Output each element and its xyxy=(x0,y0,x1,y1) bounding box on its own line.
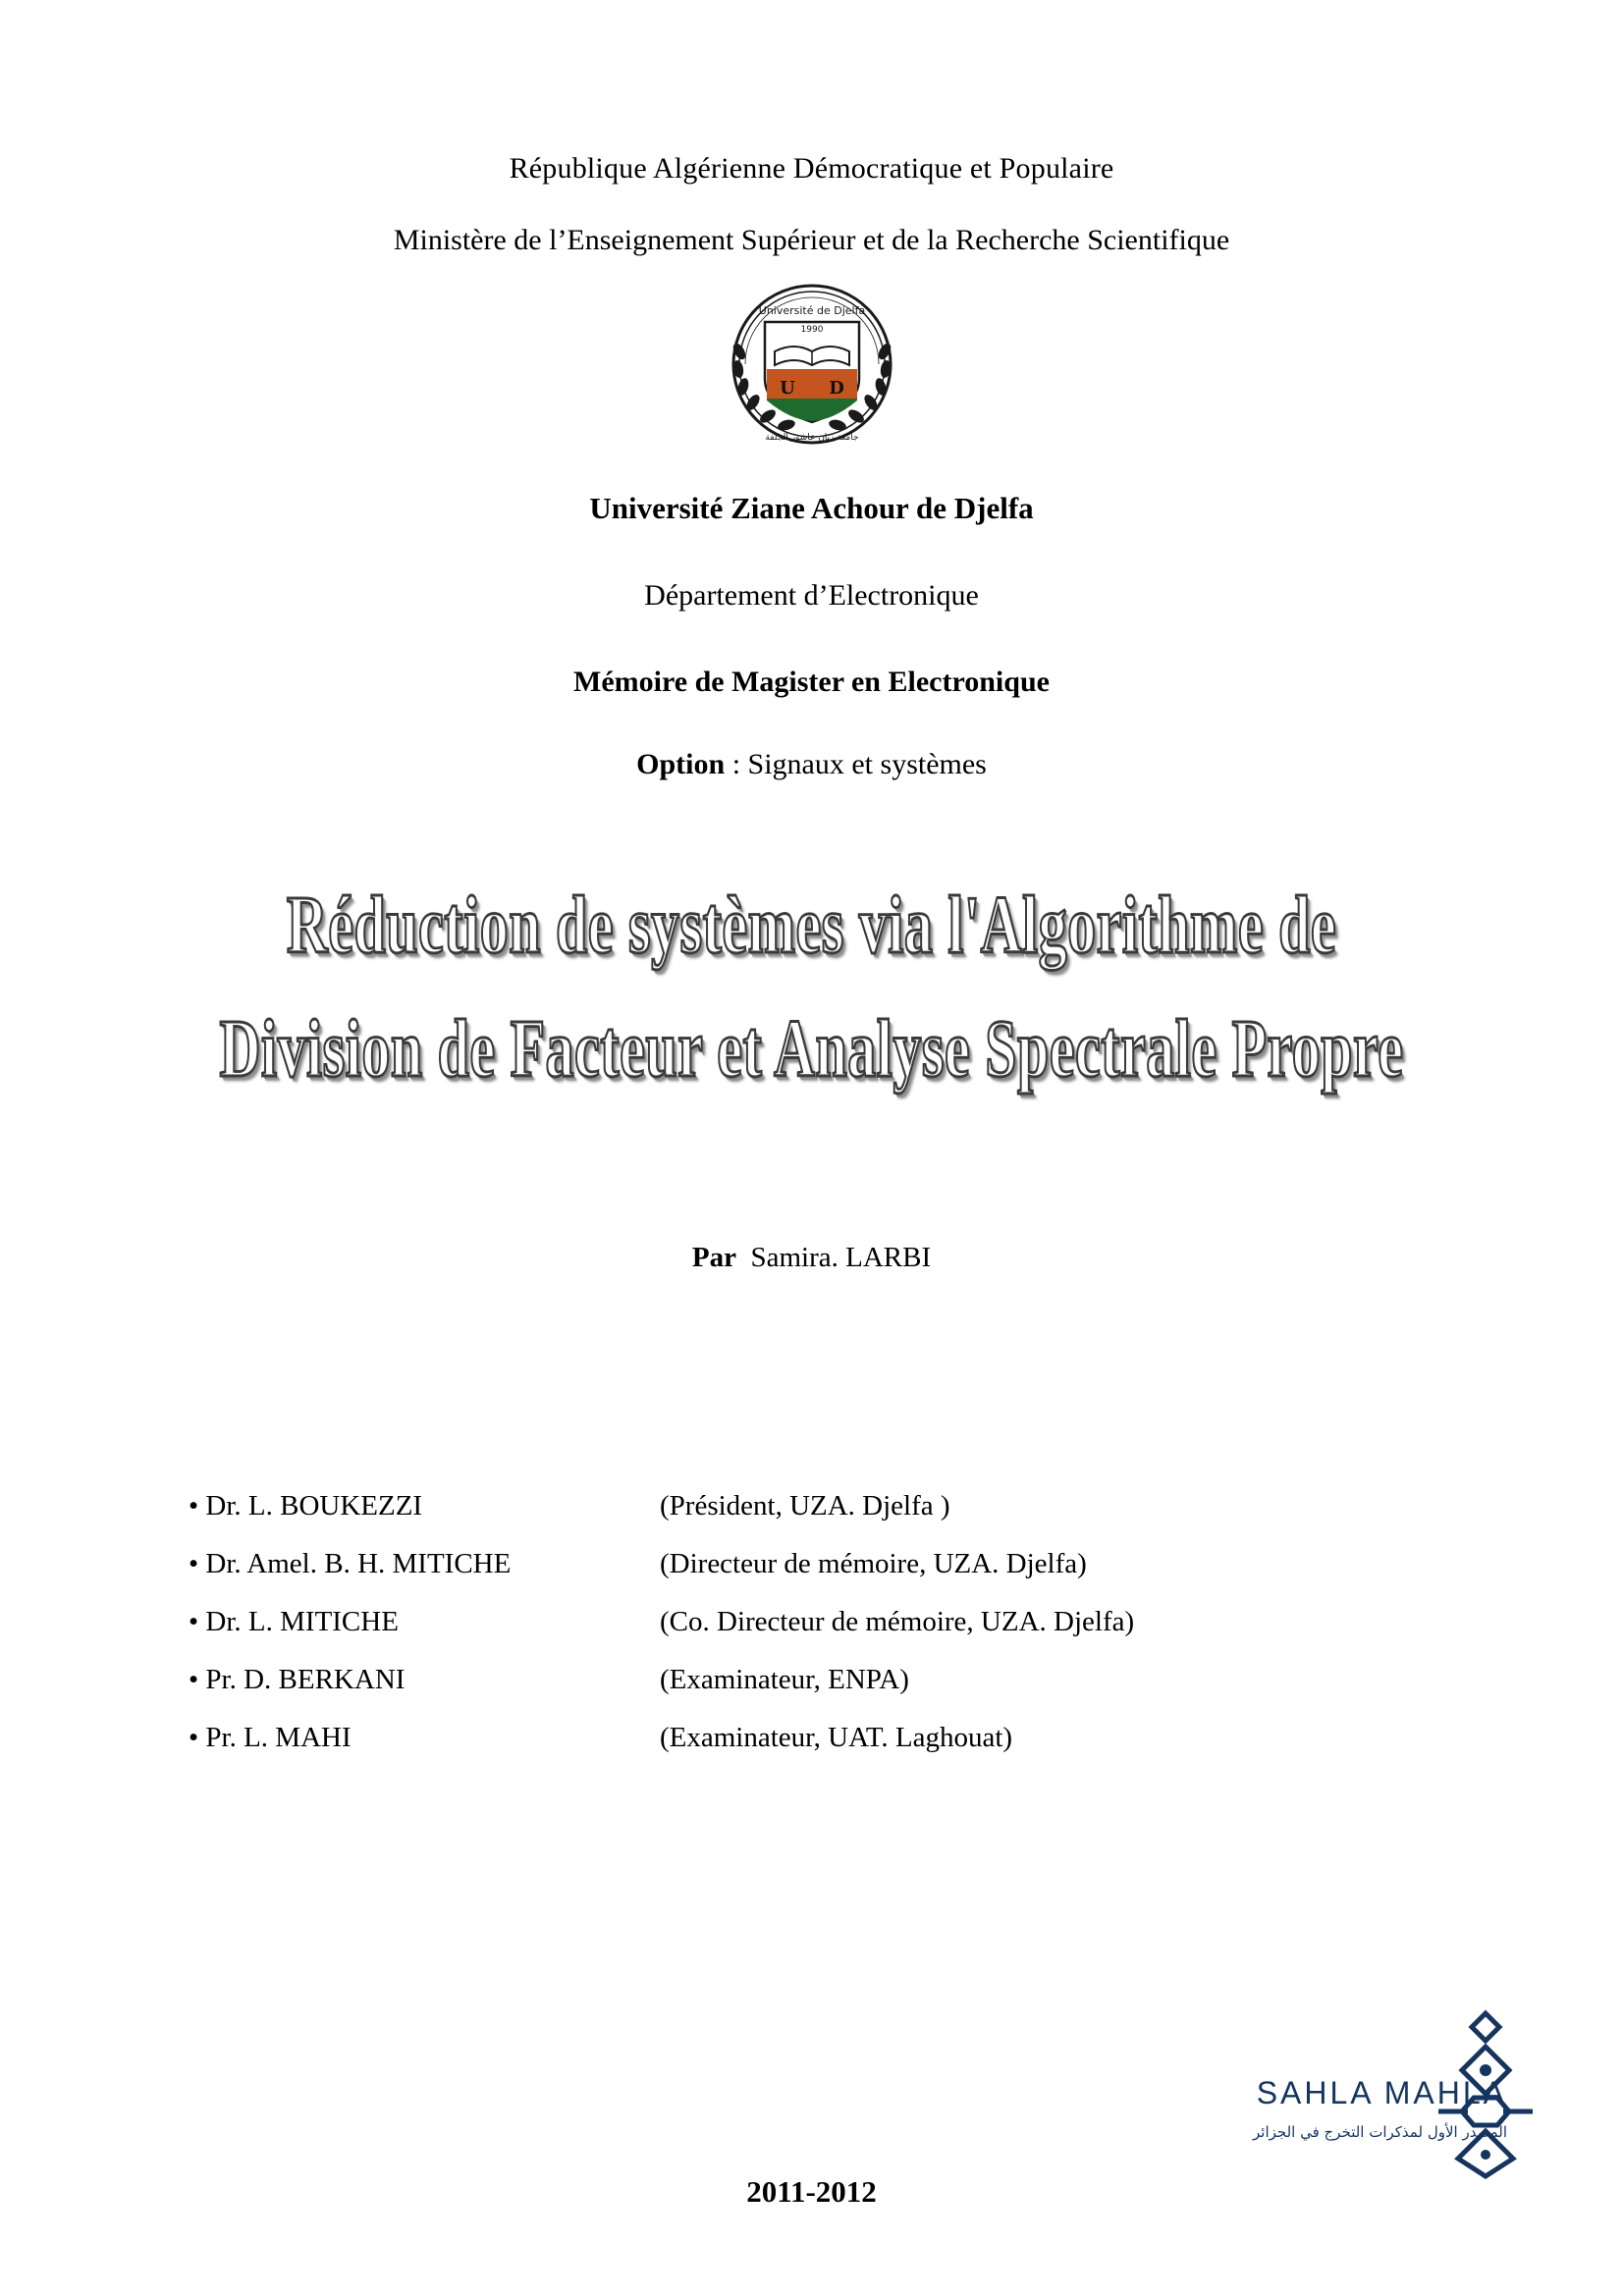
jury-member-role: (Président, UZA. Djelfa ) xyxy=(660,1490,950,1522)
ministry-line: Ministère de l’Enseignement Supérieur et de la Recherche Scientifique xyxy=(393,224,1230,256)
jury-member-name: • Dr. L. MITICHE xyxy=(189,1606,399,1637)
jury-list xyxy=(189,1477,1465,1767)
republic-line: République Algérienne Démocratique et Populaire xyxy=(509,152,1114,185)
academic-year: 2011-2012 xyxy=(746,2174,877,2209)
author-line xyxy=(0,1242,1623,1274)
university-name: Université Ziane Achour de Djelfa xyxy=(589,491,1034,525)
jury-member-row xyxy=(189,1709,1465,1767)
jury-member-name: • Pr. D. BERKANI xyxy=(189,1664,406,1695)
svg-text:U: U xyxy=(779,378,795,399)
sahla-mahla-subtitle: المصدر الأول لمذكرات التخرج في الجزائر xyxy=(1253,2123,1507,2141)
jury-member-row xyxy=(189,1651,1465,1709)
thesis-title xyxy=(0,864,1623,1095)
jury-member-row xyxy=(189,1593,1465,1651)
option-line xyxy=(0,748,1623,781)
jury-member-role: (Examinateur, UAT. Laghouat) xyxy=(660,1722,1013,1753)
jury-member-row xyxy=(189,1535,1465,1593)
thesis-title-line-2: Division de Facteur et Analyse Spectrale Propre xyxy=(219,1001,1404,1095)
svg-text:Université de Djelfa: Université de Djelfa xyxy=(758,304,865,317)
author-name: Samira. LARBI xyxy=(750,1242,932,1273)
sahla-mahla-title: SAHLA MAHLA xyxy=(1256,2075,1507,2110)
degree-line: Mémoire de Magister en Electronique xyxy=(573,666,1050,698)
jury-member-role: (Directeur de mémoire, UZA. Djelfa) xyxy=(660,1548,1087,1579)
svg-text:D: D xyxy=(828,378,844,399)
option-label: Option xyxy=(636,748,726,780)
thesis-title-line-1: Réduction de systèmes via l'Algorithme de xyxy=(286,878,1337,971)
option-separator: : xyxy=(725,748,748,780)
jury-member-name: • Pr. L. MAHI xyxy=(189,1722,352,1753)
jury-member-row xyxy=(189,1477,1465,1535)
jury-member-role: (Co. Directeur de mémoire, UZA. Djelfa) xyxy=(660,1606,1135,1637)
jury-member-name: • Dr. L. BOUKEZZI xyxy=(189,1490,423,1522)
jury-member-name: • Dr. Amel. B. H. MITICHE xyxy=(189,1548,512,1579)
option-value: Signaux et systèmes xyxy=(747,748,987,780)
svg-text:جامعة زيان عاشور الجلفة: جامعة زيان عاشور الجلفة xyxy=(764,433,859,443)
svg-text:1990: 1990 xyxy=(800,325,823,335)
university-emblem-icon xyxy=(706,283,918,446)
jury-member-role: (Examinateur, ENPA) xyxy=(660,1664,909,1695)
department-name: Département d’Electronique xyxy=(644,579,979,612)
author-label: Par xyxy=(691,1242,736,1273)
